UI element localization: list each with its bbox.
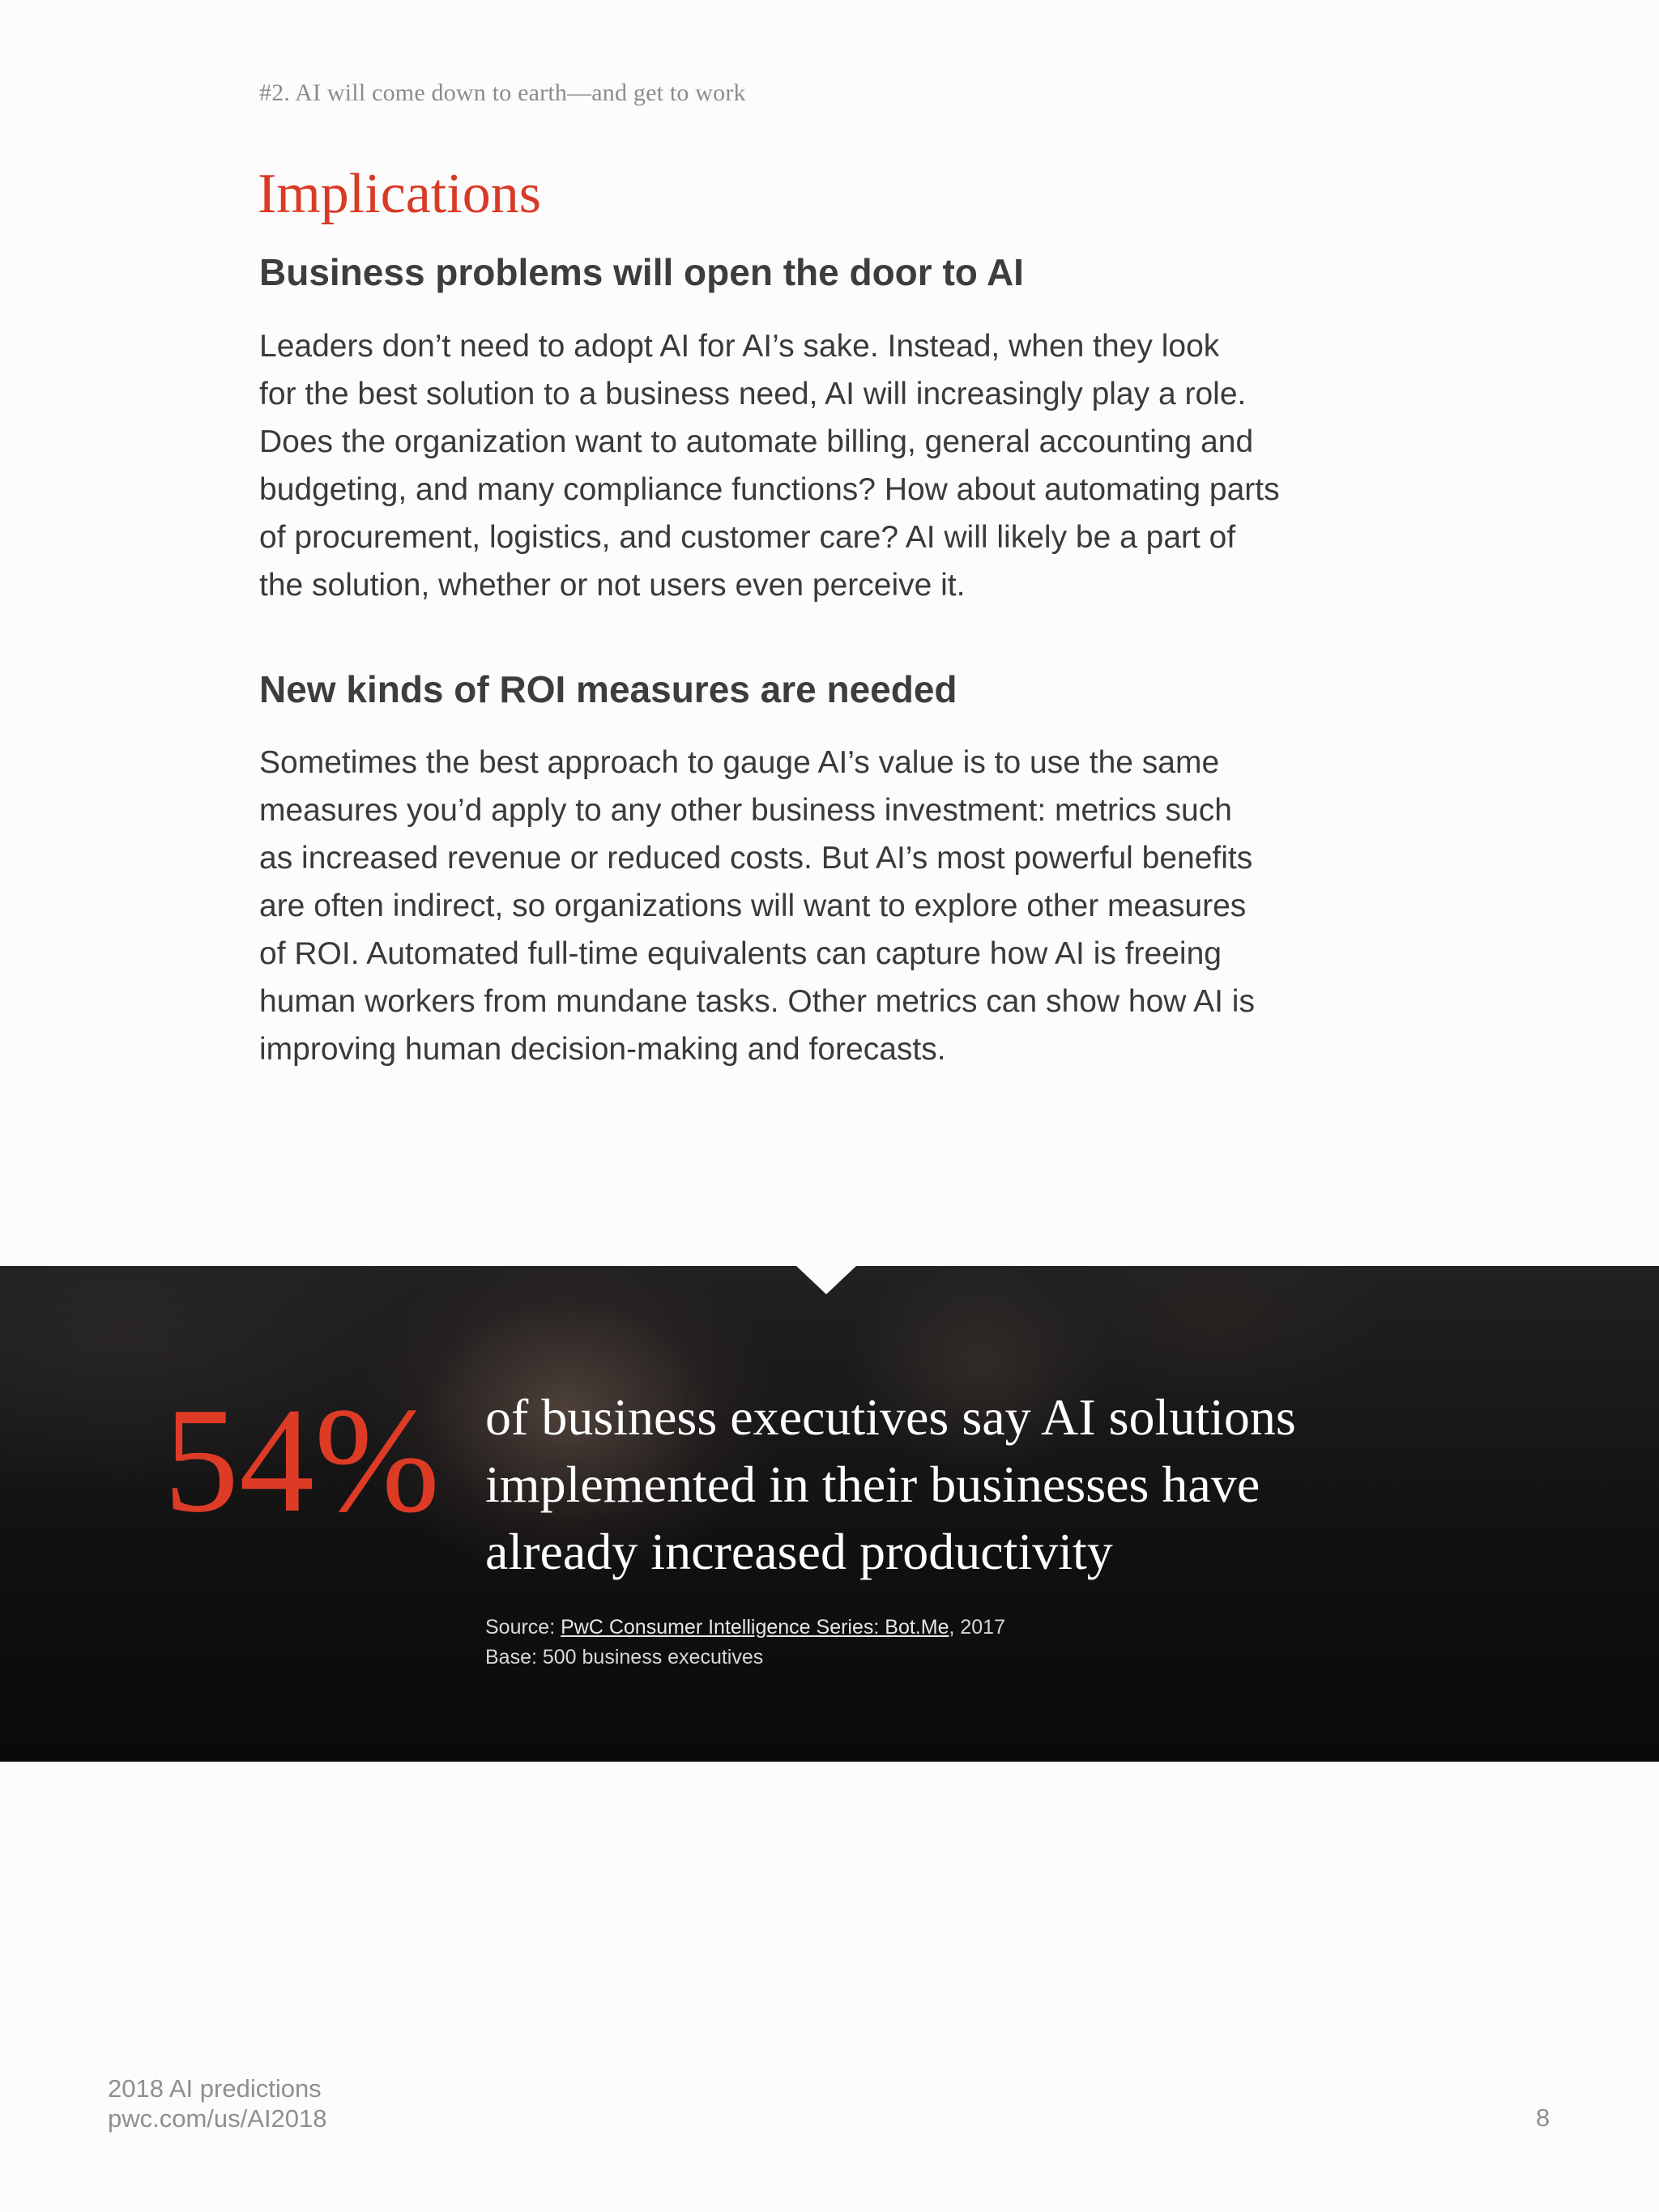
source-note [485, 1613, 1005, 1673]
stat-callout-banner [0, 1266, 1659, 1762]
source-link[interactable]: PwC Consumer Intelligence Series: Bot.Me [561, 1616, 949, 1639]
subheading-business-problems: Business problems will open the door to AI [259, 251, 1024, 293]
source-line [485, 1613, 1005, 1643]
paragraph-line: Leaders don’t need to adopt AI for AI’s sake. Instead, when they look [259, 329, 1220, 364]
paragraph-line: the solution, whether or not users even perceive it. [259, 568, 966, 603]
paragraph-line: improving human decision-making and forecasts. [259, 1032, 946, 1067]
paragraph-business-problems [259, 322, 1280, 609]
page-number: 8 [1536, 2103, 1550, 2132]
base-line: Base: 500 business executives [485, 1646, 764, 1669]
paragraph-line: for the best solution to a business need, AI will increasingly play a role. [259, 377, 1247, 411]
paragraph-line: budgeting, and many compliance functions? How about automating parts [259, 472, 1280, 507]
paragraph-line: measures you’d apply to any other business investment: metrics such [259, 793, 1232, 828]
stat-description-line: of business executives say AI solutions [485, 1388, 1296, 1446]
paragraph-line: Sometimes the best approach to gauge AI’s value is to use the same [259, 745, 1220, 780]
paragraph-line: human workers from mundane tasks. Other metrics can show how AI is [259, 984, 1255, 1019]
source-suffix: , 2017 [949, 1616, 1005, 1639]
stat-description [485, 1383, 1296, 1585]
paragraph-line: of procurement, logistics, and customer care? AI will likely be a part of [259, 520, 1236, 555]
stat-description-line: already increased productivity [485, 1523, 1113, 1580]
footer [108, 2073, 327, 2133]
paragraph-line: as increased revenue or reduced costs. But AI’s most powerful benefits [259, 841, 1253, 876]
footer-url[interactable]: pwc.com/us/AI2018 [108, 2104, 327, 2133]
subheading-roi-measures: New kinds of ROI measures are needed [259, 668, 957, 710]
callout-notch [796, 1266, 856, 1294]
stat-description-line: implemented in their businesses have [485, 1455, 1260, 1513]
paragraph-roi-measures [259, 739, 1255, 1073]
footer-publication: 2018 AI predictions [108, 2074, 322, 2103]
source-prefix: Source: [485, 1616, 561, 1639]
paragraph-line: Does the organization want to automate billing, general accounting and [259, 424, 1254, 459]
stat-figure: 54% [164, 1377, 440, 1544]
paragraph-line: of ROI. Automated full-time equivalents can capture how AI is freeing [259, 936, 1222, 971]
running-head: #2. AI will come down to earth—and get to work [259, 79, 746, 106]
section-title: Implications [258, 163, 541, 225]
paragraph-line: are often indirect, so organizations will want to explore other measures [259, 889, 1247, 923]
